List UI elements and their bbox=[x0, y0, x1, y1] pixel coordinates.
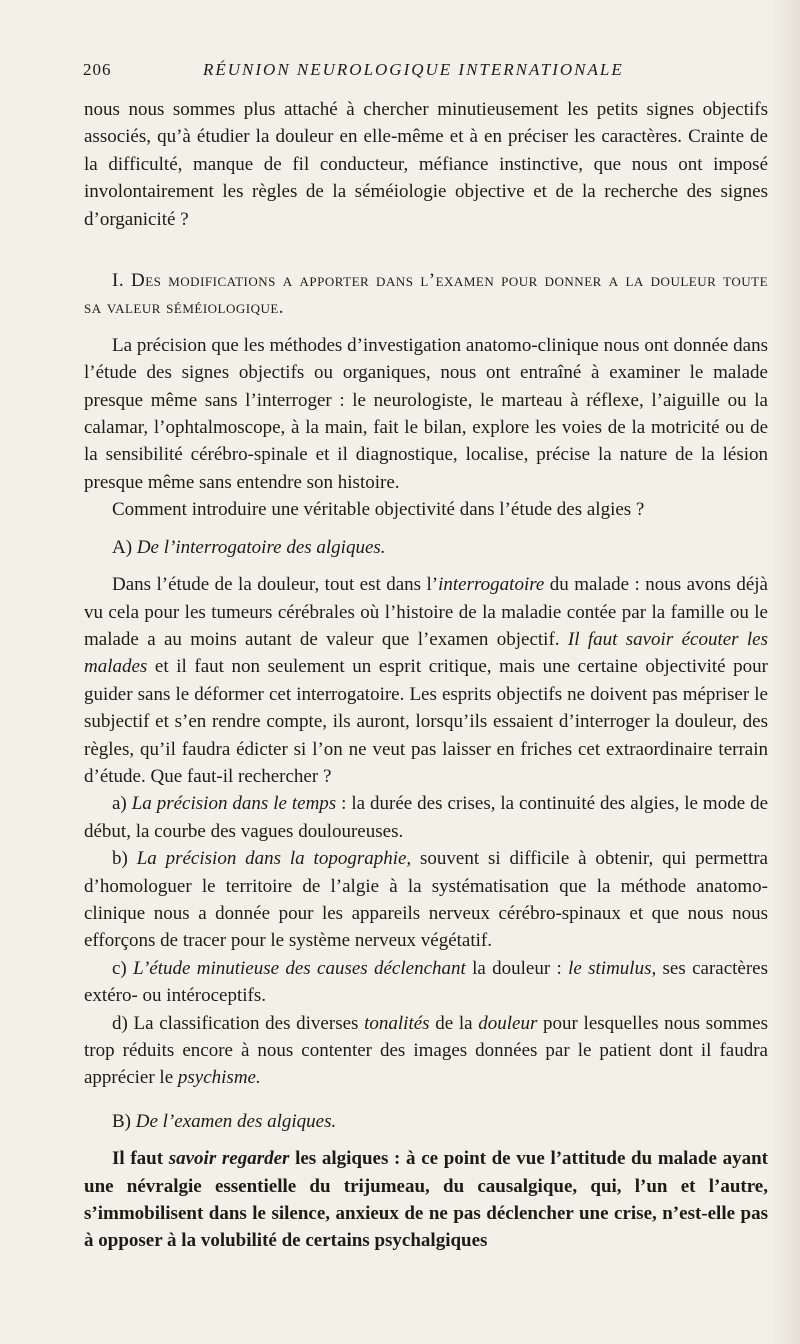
subheading-b-title: De l’examen des algiques. bbox=[135, 1110, 337, 1132]
subheading-b-letter: B) bbox=[112, 1110, 131, 1132]
p3-em-2: Il faut savoir écouter les malades bbox=[84, 628, 769, 678]
list-item-d bbox=[84, 1010, 768, 1092]
item-c-text-1: la douleur : bbox=[465, 957, 569, 979]
intro-paragraph: nous nous sommes plus attaché à chercher minutieusement les petits signes objectifs associés, qu’à étudier la douleur en elle-même et à en préciser les caractères. Crainte de la difficulté, manque de fil conducteur, méfiance instinctive, que nous ont imposé involontairement les règles de la séméiologie objective et de la recherche des signes d’organicité ? bbox=[84, 99, 768, 230]
item-d-letter: d) bbox=[112, 1012, 128, 1034]
item-a-letter: a) bbox=[112, 793, 127, 815]
p4-em-1: savoir regarder bbox=[168, 1148, 290, 1170]
item-a-text: : la durée des crises, la continuité des algies, le mode de début, la courbe des vagues douloureuses. bbox=[84, 793, 769, 842]
section-numeral: I. bbox=[112, 270, 125, 292]
p3-text-3: et il faut non seulement un esprit critique, mais une certaine objectivité pour guider sans le déformer cet interrogatoire. Les esprits objectifs ne doivent pas mépriser le subjectif et s’en rendre compte, ils auront, lorsqu’ils essaient d’interroger la douleur, des règles, qu’il faudra édicter si l’on ne veut pas laisser en friches cet extraordinaire terrain d’étude. Que faut-il rechercher ? bbox=[84, 656, 768, 787]
item-d-em-2: douleur bbox=[478, 1012, 538, 1034]
item-d-text-3: pour lesquelles nous sommes trop réduits encore à nous contenter des images données par le patient dont il faudra apprécier le bbox=[84, 1012, 768, 1089]
list-item-c bbox=[84, 955, 768, 1010]
running-title: RÉUNION NEUROLOGIQUE INTERNATIONALE bbox=[203, 60, 624, 79]
item-b-letter: b) bbox=[112, 848, 128, 870]
p4-text-2: les algiques : à ce point de vue l’attitude du malade ayant une névralgie essentielle du trijumeau, du causalgique, qui, l’un et l’autre, s’immobilisent dans le silence, anxieux de ne pas déclencher une crise, n’est-elle pas à opposer à la volubilité de certains psychalgiques bbox=[84, 1148, 768, 1252]
p3-text-1: Dans l’étude de la douleur, tout est dans l’ bbox=[112, 574, 439, 596]
section-title: Des modifications a apporter dans l’examen pour donner a la douleur toute sa valeur séméiologique. bbox=[84, 270, 769, 319]
page-edge-shadow bbox=[772, 0, 800, 1344]
subheading-a-letter: A) bbox=[112, 536, 133, 558]
page-body bbox=[84, 96, 768, 1255]
item-b-text: souvent si difficile à obtenir, qui permettra d’homologuer le territoire de l’algie à la systématisation que la méthode anatomo-clinique nous a donnée pour les appareils nerveux cérébro-spinaux et que nous nous efforçons de tracer pour le système nerveux végétatif. bbox=[84, 848, 768, 952]
paragraph-examen bbox=[84, 1145, 768, 1255]
paragraph-question: Comment introduire une véritable objectivité dans l’étude des algies ? bbox=[112, 499, 645, 521]
item-d-text-1: La classification des diverses bbox=[133, 1012, 365, 1034]
item-a-em: La précision dans le temps bbox=[131, 793, 337, 815]
p3-text-2: du malade : nous avons déjà vu cela pour les tumeurs cérébrales où l’histoire de la maladie contée par la famille ou le malade a au moins autant de valeur que l’examen objectif. bbox=[84, 574, 768, 650]
paragraph-precision: La précision que les méthodes d’investigation anatomo-clinique nous ont donnée dans l’étude des signes objectifs ou organiques, nous ont entraîné à examiner le malade presque même sans l’interroger : le neurologiste, le marteau à réflexe, l’aiguille ou la calamar, l’ophtalmoscope, à la main, fait le bilan, explore les voies de la motricité ou de la sensibilité cérébro-spinale et il diagnostique, localise, précise la nature de la lésion presque même sans entendre son histoire. bbox=[84, 334, 768, 493]
item-d-em-3: psychisme. bbox=[177, 1067, 261, 1089]
item-c-letter: c) bbox=[112, 957, 127, 979]
section-heading bbox=[84, 267, 768, 322]
subheading-a-title: De l’interrogatoire des algiques. bbox=[136, 536, 386, 558]
item-d-em-1: tonalités bbox=[364, 1012, 430, 1034]
item-d-text-2: de la bbox=[429, 1012, 479, 1034]
p4-text-1: Il faut bbox=[112, 1148, 169, 1170]
p3-em-1: interrogatoire bbox=[438, 574, 545, 596]
item-c-text-2: ses caractères extéro- ou intéroceptifs. bbox=[84, 957, 768, 1007]
item-c-em-2: le stimulus, bbox=[568, 957, 657, 979]
item-c-em-1: L’étude minutieuse des causes déclenchant bbox=[133, 957, 466, 979]
list-item-b bbox=[84, 845, 768, 955]
subheading-a bbox=[84, 534, 768, 561]
item-b-em: La précision dans la topographie, bbox=[136, 848, 412, 870]
page-header bbox=[83, 60, 763, 86]
subheading-b bbox=[84, 1108, 768, 1135]
page-number: 206 bbox=[83, 60, 112, 79]
list-item-a bbox=[84, 790, 768, 845]
paragraph-interrogatoire bbox=[84, 571, 768, 790]
